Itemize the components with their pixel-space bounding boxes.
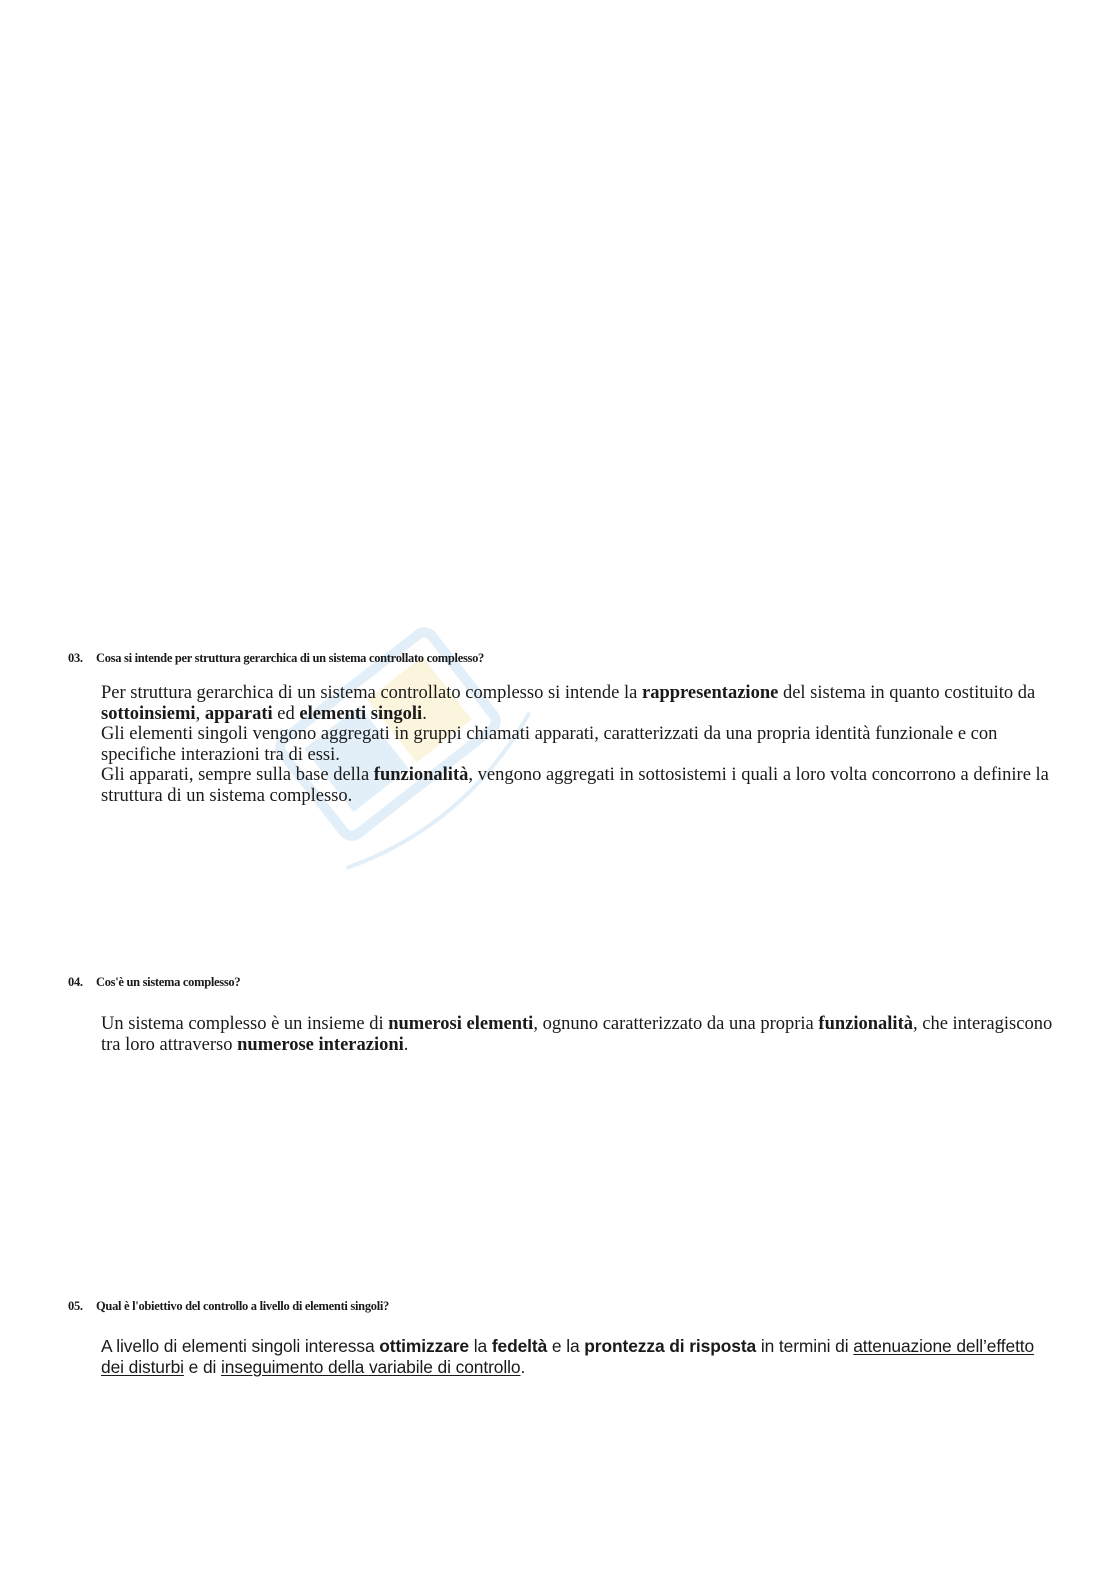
question-04 (68, 975, 240, 990)
question-number: 04. (68, 975, 83, 989)
question-03 (68, 651, 484, 666)
question-number: 03. (68, 651, 83, 665)
answer-paragraph: A livello di elementi singoli interessa ottimizzare la fedeltà e la prontezza di risposta in termini di attenuazione dell’effetto dei disturbi e di inseguimento della variabile di controllo. (101, 1336, 1035, 1377)
question-text: Cos'è un sistema complesso? (96, 975, 241, 989)
answer-03 (101, 683, 1061, 807)
answer-04 (101, 1014, 1061, 1055)
question-text: Qual è l'obiettivo del controllo a livello di elementi singoli? (96, 1299, 390, 1313)
answer-paragraph: Un sistema complesso è un insieme di numerosi elementi, ognuno caratterizzato da una propria funzionalità, che interagiscono tra loro attraverso numerose interazioni. (101, 1014, 1053, 1055)
answer-05 (101, 1336, 1061, 1378)
answer-paragraph: Per struttura gerarchica di un sistema controllato complesso si intende la rappresentazione del sistema in quanto costituito da sottoinsiemi, apparati ed elementi singoli. (101, 683, 1036, 724)
question-text: Cosa si intende per struttura gerarchica di un sistema controllato complesso? (96, 651, 484, 665)
answer-paragraph: Gli apparati, sempre sulla base della funzionalità, vengono aggregati in sottosistemi i quali a loro volta concorrono a definire la struttura di un sistema complesso. (101, 765, 1049, 806)
answer-paragraph: Gli elementi singoli vengono aggregati in gruppi chiamati apparati, caratterizzati da una propria identità funzionale e con specifiche interazioni tra di essi. (101, 724, 998, 765)
question-05 (68, 1299, 389, 1314)
question-number: 05. (68, 1299, 83, 1313)
